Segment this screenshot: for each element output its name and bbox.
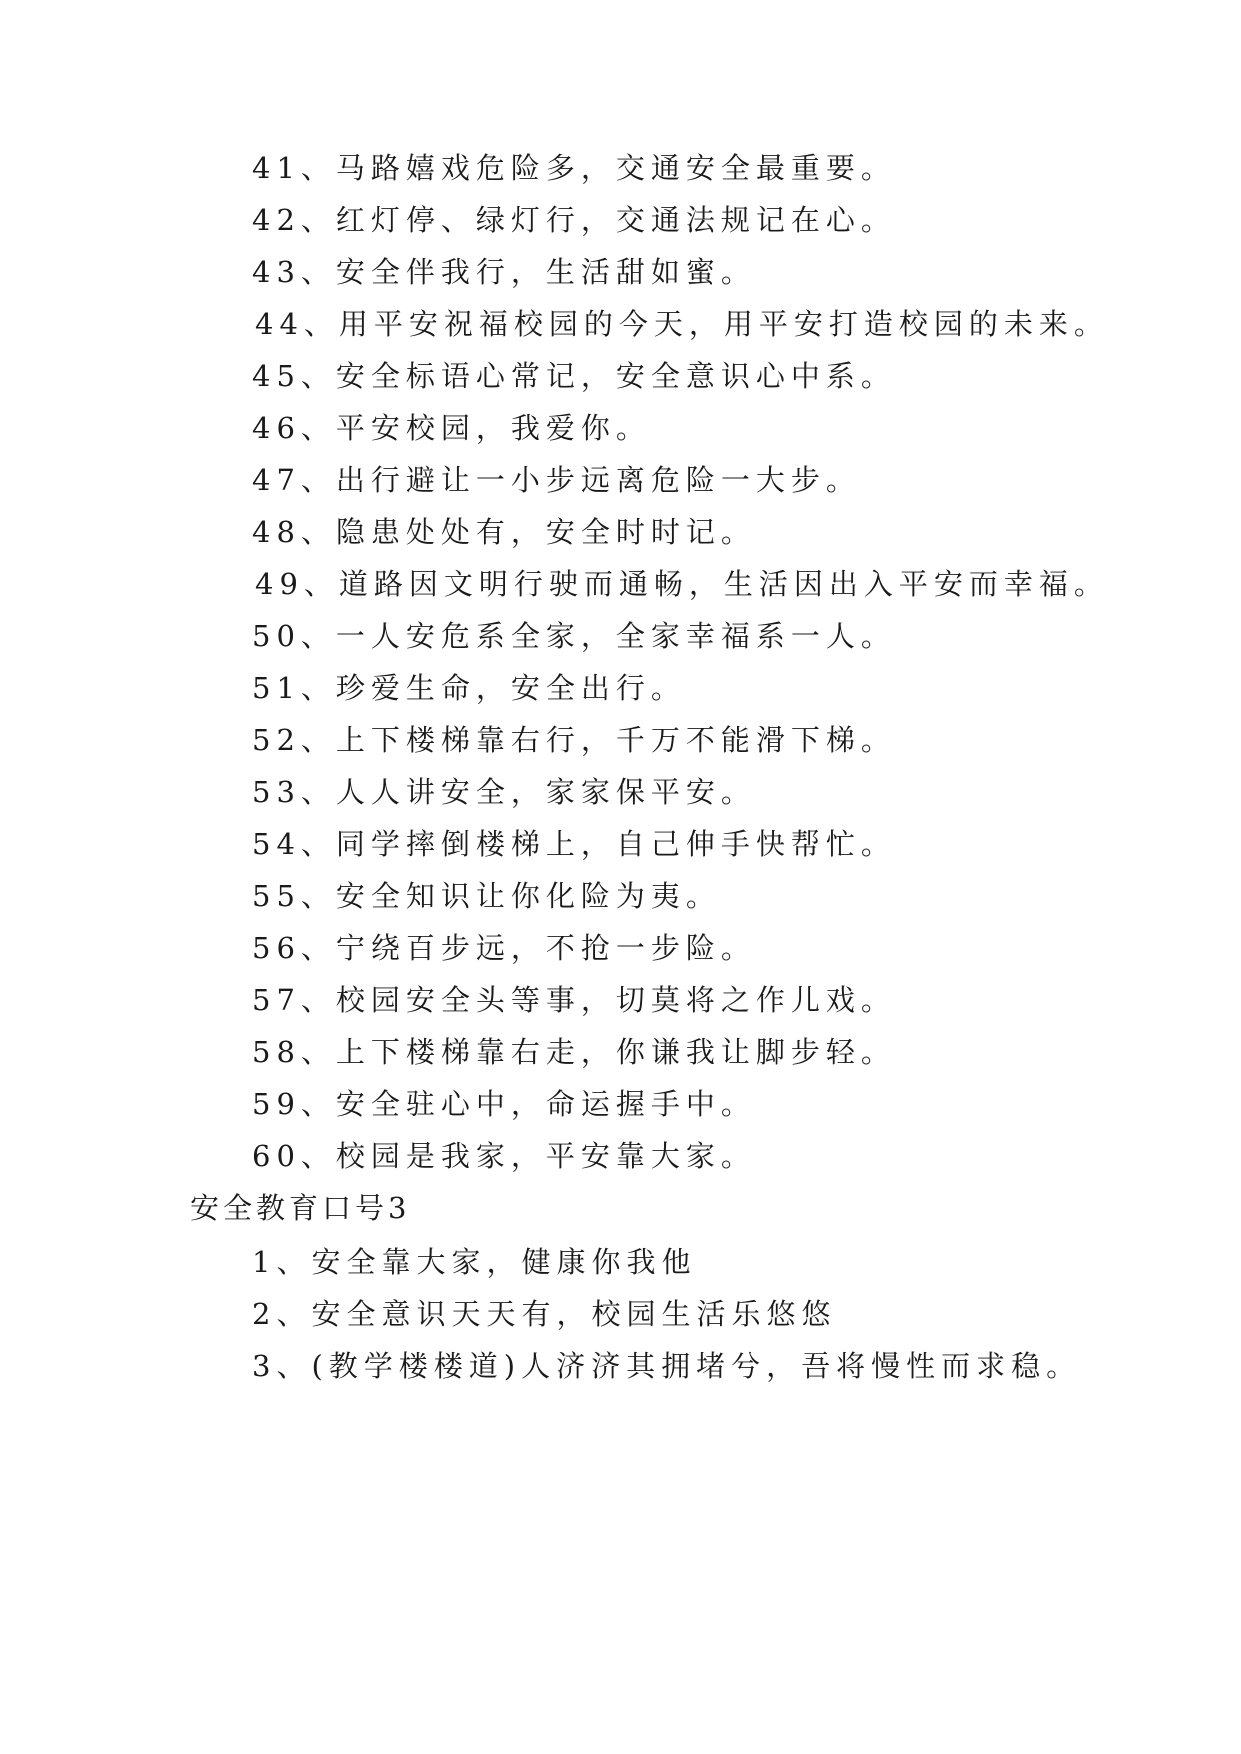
slogan-b-3: 3、(教学楼楼道)人济济其拥堵兮，吾将慢性而求稳。 (252, 1349, 1082, 1383)
slogan-59: 59、安全驻心中，命运握手中。 (252, 1087, 756, 1121)
slogan-50: 50、一人安危系全家，全家幸福系一人。 (252, 619, 896, 653)
slogan-b-2: 2、安全意识天天有，校园生活乐悠悠 (252, 1297, 837, 1331)
slogan-47: 47、出行避让一小步远离危险一大步。 (252, 463, 861, 497)
slogan-60: 60、校园是我家，平安靠大家。 (252, 1139, 756, 1173)
section-heading: 安全教育口号3 (190, 1191, 411, 1225)
slogan-48: 48、隐患处处有，安全时时记。 (252, 515, 756, 549)
slogan-51: 51、珍爱生命，安全出行。 (252, 671, 686, 705)
slogan-44: 44、用平安祝福校园的今天，用平安打造校园的未来。 (255, 307, 1109, 341)
slogan-41: 41、马路嬉戏危险多，交通安全最重要。 (252, 151, 896, 185)
slogan-42: 42、红灯停、绿灯行，交通法规记在心。 (252, 203, 896, 237)
slogan-b-1: 1、安全靠大家，健康你我他 (252, 1245, 697, 1279)
slogan-43: 43、安全伴我行，生活甜如蜜。 (252, 255, 756, 289)
slogan-56: 56、宁绕百步远，不抢一步险。 (252, 931, 756, 965)
slogan-54: 54、同学摔倒楼梯上，自己伸手快帮忙。 (252, 827, 896, 861)
slogan-49: 49、道路因文明行驶而通畅，生活因出入平安而幸福。 (255, 567, 1109, 601)
slogan-46: 46、平安校园，我爱你。 (252, 411, 651, 445)
slogan-45: 45、安全标语心常记，安全意识心中系。 (252, 359, 896, 393)
slogan-58: 58、上下楼梯靠右走，你谦我让脚步轻。 (252, 1035, 896, 1069)
slogan-52: 52、上下楼梯靠右行，千万不能滑下梯。 (252, 723, 896, 757)
slogan-53: 53、人人讲安全，家家保平安。 (252, 775, 756, 809)
slogan-57: 57、校园安全头等事，切莫将之作儿戏。 (252, 983, 896, 1017)
slogan-55: 55、安全知识让你化险为夷。 (252, 879, 721, 913)
